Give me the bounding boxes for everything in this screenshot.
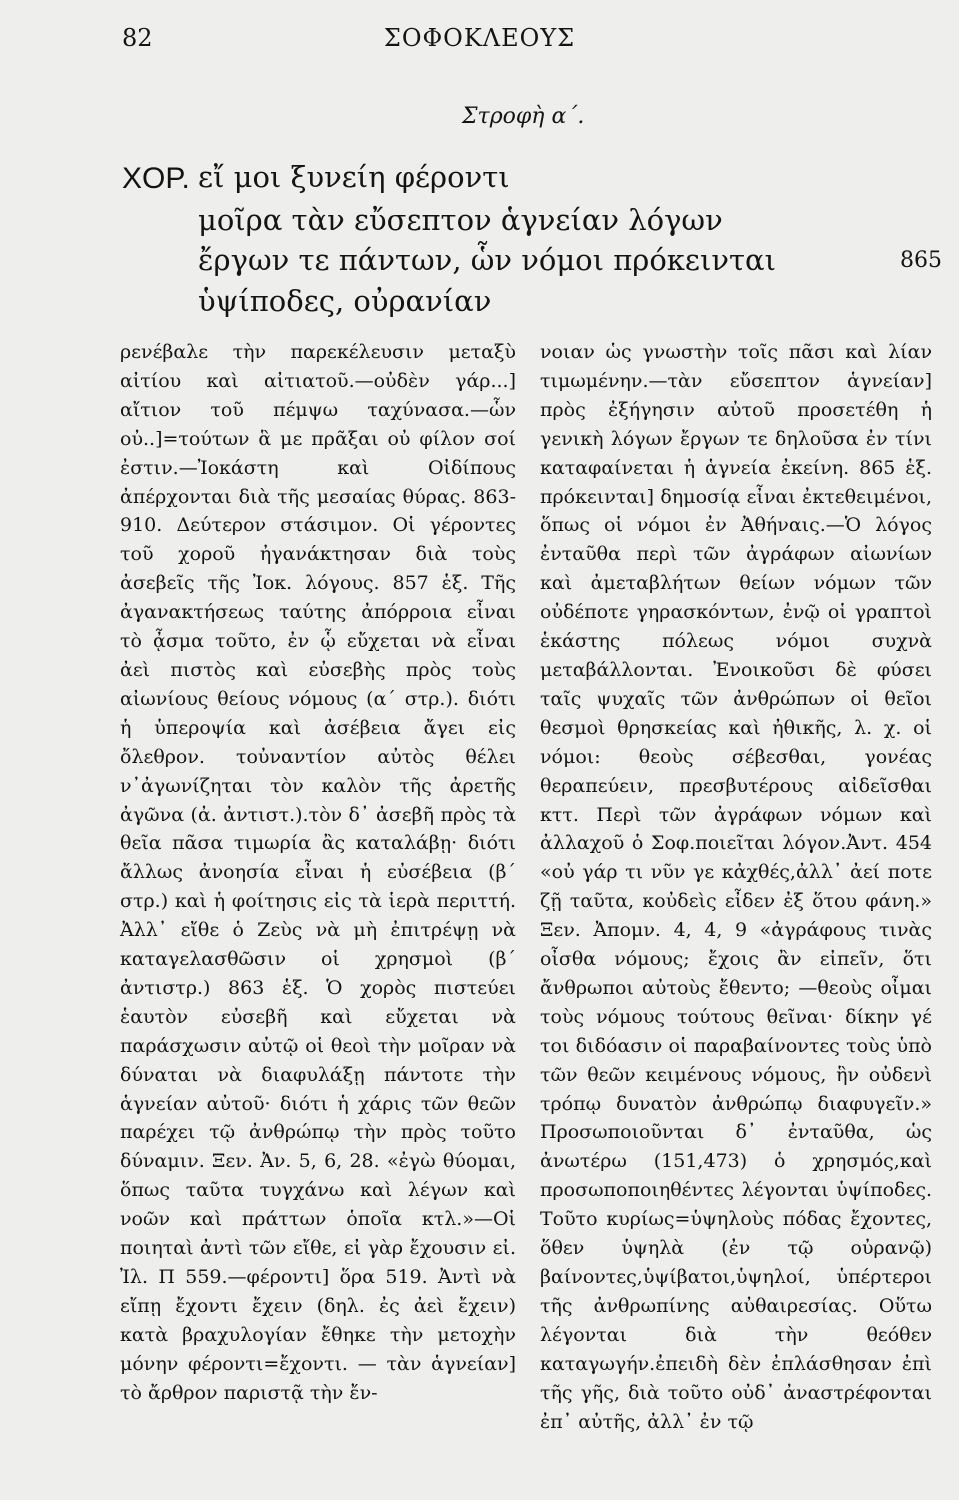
commentary-right-column: νοιαν ὡς γνωστὴν τοῖς πᾶσι καὶ λίαν τιμωμένην.—τὰν εὔσεπτον ἁγνείαν] πρὸς ἐξήγησιν αὐτοῦ προσετέθη ἡ γενικὴ λόγων ἔργων τε δηλοῦσα ἐν τίνι καταφαίνεται ἡ ἁγνεία ἐκείνη. 865 ἑξ. πρόκεινται] δημοσίᾳ εἶναι ἐκτεθειμένοι, ὅπως οἱ νόμοι ἐν Ἀθήναις.—Ὁ λόγος ἐνταῦθα περὶ τῶν ἀγράφων αἰωνίων καὶ ἀμεταβλήτων θείων νόμων τῶν οὐδέποτε γηρασκόντων, ἐνῷ οἱ γραπτοὶ ἑκάστης πόλεως νόμοι συχνὰ μεταβάλλονται. Ἐνοικοῦσι δὲ φύσει ταῖς ψυχαῖς τῶν ἀνθρώπων οἱ θεῖοι θεσμοὶ θρησκείας καὶ ἠθικῆς, λ. χ. οἱ νόμοι: θεοὺς σέβεσθαι, γονέας θεραπεύειν, πρεσβυτέρους αἰδεῖσθαι κττ. Περὶ τῶν ἀγράφων νόμων καὶ ἀλλαχοῦ ὁ Σοφ.ποιεῖται λόγον.Ἀντ. 454 «οὐ γάρ τι νῦν γε κἀχθές,ἀλλ᾽ ἀεί ποτε ζῇ ταῦτα, κοὐδεὶς εἶδεν ἐξ ὅτου φάνη.» Ξεν. Ἀπομν. 4, 4, 9 «ἀγράφους τινὰς οἶσθα νόμους; ἔχοις ἂν εἰπεῖν, ὅτι ἄνθρωποι αὐτοὺς ἔθεντο; —θεοὺς οἶμαι τοὺς νόμους τούτους θεῖναι· δίκην γέ τοι διδόασιν οἱ παραβαίνοντες τοὺς ὑπὸ τῶν θεῶν κειμένους νόμους, ἣν οὐδενὶ τρόπῳ δυνατὸν ἀνθρώπῳ διαφυγεῖν.» Προσωποιοῦνται δ᾽ ἐνταῦθα, ὡς ἀνωτέρω (151,473) ὁ χρησμός,καὶ προσωποποιηθέντες λέγονται ὑψίποδες. Τοῦτο κυρίως=ὑψηλοὺς πόδας ἔχοντες, ὅθεν ὑψηλὰ (ἐν τῷ οὐρανῷ) βαίνοντες,ὑψίβατοι,ὑψηλοί, ὑπέρτεροι τῆς ἀνθρωπίνης αὐθαιρεσίας. Οὕτω λέγονται διὰ τὴν θεόθεν καταγωγήν.ἐπειδὴ δὲν ἐπλάσθησαν ἐπὶ τῆς γῆς, διὰ τοῦτο οὐδ᾽ ἀναστρέφονται ἐπ᾽ αὐτῆς, ἀλλ᾽ ἐν τῷ xyxy=(540,341,932,1433)
speaker-label: ΧΟΡ. xyxy=(122,162,190,195)
page-number: 82 xyxy=(122,24,153,52)
verse-line-number: 865 xyxy=(900,248,942,273)
commentary-left-column: ρενέβαλε τὴν παρεκέλευσιν μεταξὺ αἰτίου καὶ αἰτιατοῦ.—οὐδὲν γάρ...] αἴτιον τοῦ πέμψω ταχύνασα.—ὧν οὐ..]=τούτων ἃ με πρᾶξαι οὐ φίλον σοί ἐστιν.—Ἰοκάστη καὶ Οἰδίπους ἀπέρχονται διὰ τῆς μεσαίας θύρας. 863-910. Δεύτερον στάσιμον. Οἱ γέροντες τοῦ χοροῦ ἠγανάκτησαν διὰ τοὺς ἀσεβεῖς τῆς Ἰοκ. λόγους. 857 ἑξ. Τῆς ἀγανακτήσεως ταύτης ἀπόρροια εἶναι τὸ ᾆσμα τοῦτο, ἐν ᾧ εὔχεται νὰ εἶναι ἀεὶ πιστὸς καὶ εὐσεβὴς πρὸς τοὺς αἰωνίους θείους νόμους (α΄ στρ.). διότι ἡ ὑπεροψία καὶ ἀσέβεια ἄγει εἰς ὄλεθρον. τοὐναντίον αὐτὸς θέλει ν᾽ἀγωνίζηται τὸν καλὸν τῆς ἀρετῆς ἀγῶνα (ἀ. ἀντιστ.).τὸν δ᾽ ἀσεβῆ πρὸς τὰ θεῖα πᾶσα τιμωρία ἂς καταλάβῃ· διότι ἄλλως ἀνοησία εἶναι ἡ εὐσέβεια (β΄ στρ.) καὶ ἡ φοίτησις εἰς τὰ ἱερὰ περιττή. Ἀλλ᾽ εἴθε ὁ Ζεὺς νὰ μὴ ἐπιτρέψῃ νὰ καταγελασθῶσιν οἱ χρησμοὶ (β΄ ἀντιστρ.) 863 ἑξ. Ὁ χορὸς πιστεύει ἑαυτὸν εὐσεβῆ καὶ εὔχεται νὰ παράσχωσιν αὐτῷ οἱ θεοὶ τὴν μοῖραν νὰ δύναται νὰ διαφυλάξῃ πάντοτε τὴν ἁγνείαν αὐτοῦ· διότι ἡ χάρις τῶν θεῶν παρέχει τῷ ἀνθρώπῳ τὴν πρὸς τοῦτο δύναμιν. Ξεν. Ἀν. 5, 6, 28. «ἐγὼ θύομαι, ὅπως ταῦτα τυγχάνω καὶ λέγων καὶ νοῶν καὶ πράττων ὁποῖα κτλ.»—Οἱ ποιηταὶ ἀντὶ τῶν εἴθε, εἰ γὰρ ἔχουσιν εἰ. Ἰλ. Π 559.—φέροντι] ὅρα 519. Ἀντὶ νὰ εἴπῃ ἔχοντι ἔχειν (δηλ. ἐς ἀεὶ ἔχειν) κατὰ βραχυλογίαν ἔθηκε τὴν μετοχὴν μόνην φέροντι=ἔχοντι. — τὰν ἁγνείαν] τὸ ἄρθρον παριστᾷ τὴν ἔν- xyxy=(120,341,516,1404)
strophe-label: Στροφὴ α΄. xyxy=(462,104,585,129)
running-title: ΣΟΦΟΚΛΕΟΥΣ xyxy=(383,24,576,52)
verse-line: ὑψίποδες, οὐρανίαν xyxy=(198,284,492,318)
verse-line: ἔργων τε πάντων, ὧν νόμοι πρόκεινται xyxy=(198,243,776,277)
verse-line: εἴ μοι ξυνείη φέροντι xyxy=(198,160,510,194)
verse-line: μοῖρα τὰν εὔσεπτον ἁγνείαν λόγων xyxy=(198,203,723,237)
